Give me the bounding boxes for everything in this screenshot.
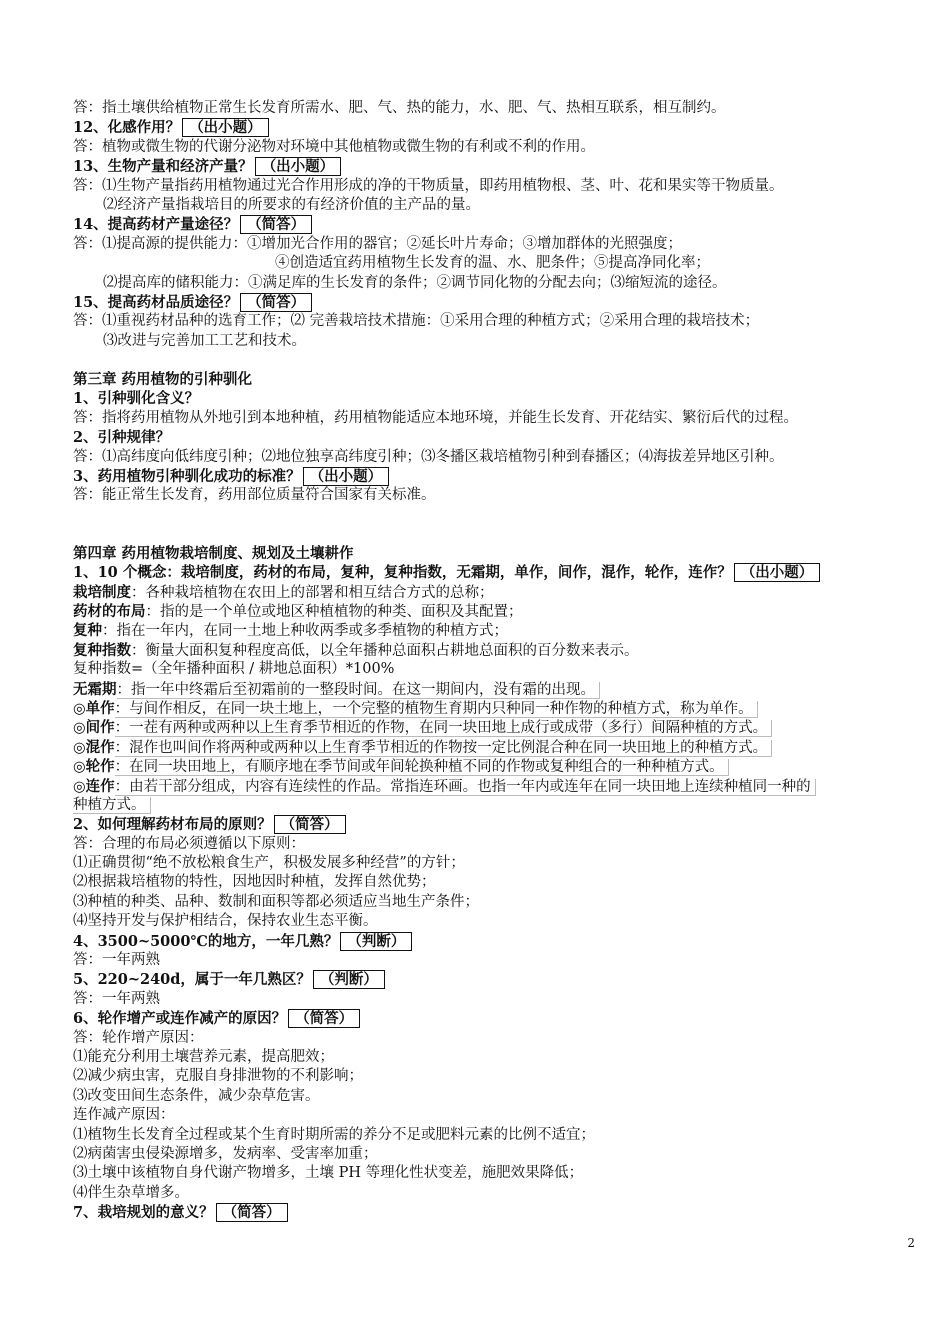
answer-line: 答：⑴生物产量指药用植物通过光合作用形成的净的干物质量，即药用植物根、茎、叶、花和果实等干物质量。 (73, 177, 784, 194)
definition: ：在同一块田地上，有顺序地在季节间或年间轮换种植不同的作物或复种组合的一种种植方式。 (115, 759, 729, 776)
answer-line: 答：轮作增产原因： (73, 1029, 204, 1046)
question-type-tag: （出小题） (303, 467, 390, 486)
answer-line: 答：能正常生长发育，药用部位质量符合国家有关标准。 (73, 487, 436, 504)
chapter-heading: 第四章 药用植物栽培制度、规划及土壤耕作 (73, 544, 354, 562)
question-text: 6、轮作增产或连作减产的原因？ (73, 1010, 287, 1028)
term: 栽培制度 (73, 583, 131, 601)
question-7 (73, 1203, 933, 1222)
definition: ：指在一年内，在同一土地上种收两季或多季植物的种植方式； (102, 623, 508, 640)
answer-line: ⑵减少病虫害，克服自身排泄物的不利影响； (73, 1068, 363, 1085)
answer-line: ⑶改进与完善加工工艺和技术。 (103, 332, 306, 349)
answer-line: 答：指土壤供给植物正常生长发育所需水、肥、气、热的能力，水、肥、气、热相互联系，相互制约。 (73, 100, 726, 116)
definition-line (73, 777, 933, 796)
formula-line: 复种指数=（全年播种面积 / 耕地总面积）*100% (73, 661, 395, 678)
question-type-tag: （判断） (313, 970, 385, 989)
document-page (73, 99, 933, 1222)
question-text: 7、栽培规划的意义？ (73, 1204, 214, 1222)
definition-line (73, 621, 933, 640)
question-text: 4、3500~5000℃的地方，一年几熟？ (73, 932, 339, 950)
term: ◎连作 (73, 777, 115, 795)
question-text: 1、10 个概念：栽培制度，药材的布局，复种，复种指数，无霜期，单作，间作，混作，轮作，连作？ (73, 564, 732, 582)
question-1 (73, 563, 933, 582)
question-type-tag: （出小题） (182, 118, 269, 137)
definition: ：指的是一个单位或地区种植植物的种类、面积及其配置； (145, 603, 523, 620)
definition: 种植方式。 (73, 797, 151, 814)
question-2: 2、引种规律？ (73, 429, 171, 447)
question-type-tag: （出小题） (734, 563, 821, 582)
answer-line: 答：植物或微生物的代谢分泌物对环境中其他植物或微生物的有利或不利的作用。 (73, 138, 595, 155)
definition-line (73, 738, 933, 757)
question-14 (73, 215, 933, 234)
question-type-tag: （简答） (240, 215, 312, 234)
definition-line (73, 757, 933, 776)
answer-line: ⑴正确贯彻“绝不放松粮食生产，积极发展多种经营”的方针； (73, 855, 465, 872)
chapter-heading: 第三章 药用植物的引种驯化 (73, 371, 253, 389)
definition-continuation (73, 796, 933, 815)
answer-line: ⑵经济产量指栽培目的所要求的有经济价值的主产品的量。 (103, 196, 480, 213)
answer-line: ⑵提高库的储积能力：①满足库的生长发育的条件；②调节同化物的分配去向；⑶缩短流的途径。 (103, 274, 727, 291)
answer-line: 答：一年两熟 (73, 952, 160, 969)
answer-line: 答：合理的布局必须遵循以下原则： (73, 835, 305, 852)
term: 药材的布局 (73, 602, 146, 620)
definition-line (73, 680, 933, 699)
term: ◎混作 (73, 738, 115, 756)
answer-line: 答：指将药用植物从外地引到本地种植，药用植物能适应本地环境，并能生长发育、开花结实、繁衍后代的过程。 (73, 409, 798, 426)
answer-line: ⑶土壤中该植物自身代谢产物增多，土壤 PH 等理化性状变差，施肥效果降低； (73, 1165, 584, 1182)
question-type-tag: （判断） (340, 932, 412, 951)
page-number: 2 (907, 1236, 915, 1250)
answer-line: ⑷坚持开发与保护相结合，保持农业生态平衡。 (73, 913, 378, 930)
question-12 (73, 118, 933, 137)
answer-line: 答：一年两熟 (73, 990, 160, 1007)
term: ◎单作 (73, 699, 115, 717)
question-type-tag: （出小题） (255, 157, 342, 176)
question-text: 12、化感作用？ (73, 119, 181, 137)
question-text: 2、如何理解药材布局的原则？ (73, 816, 272, 834)
definition-line (73, 699, 933, 718)
answer-line: 答：⑴重视药材品种的选育工作；⑵ 完善栽培技术措施：①采用合理的种植方式；②采用合理的栽培技术； (73, 313, 760, 330)
definition-line (73, 583, 933, 602)
question-2 (73, 815, 933, 834)
question-text: 13、生物产量和经济产量？ (73, 158, 253, 176)
question-text: 14、提高药材产量途径？ (73, 216, 239, 234)
definition: ：混作也叫间作将两种或两种以上生育季节相近的作物按一定比例混合种在同一块田地上的种植方式。 (115, 740, 773, 757)
answer-line: ④创造适宜药用植物生长发育的温、水、肥条件；⑤提高净同化率； (275, 255, 710, 272)
definition-line (73, 718, 933, 737)
question-type-tag: （简答） (288, 1009, 360, 1028)
answer-line: ⑶种植的种类、品种、数制和面积等都必须适应当地生产条件； (73, 893, 479, 910)
definition: ：由若干部分组成，内容有连续性的作品。常指连环画。也指一年内或连年在同一块田地上连续种植同一种的 (115, 779, 816, 796)
term: ◎轮作 (73, 758, 115, 776)
question-5 (73, 970, 933, 989)
term: 复种指数 (73, 641, 131, 659)
definition-line (73, 641, 933, 660)
question-3 (73, 467, 933, 486)
answer-line: ⑴能充分利用土壤营养元素，提高肥效； (73, 1048, 334, 1065)
question-1: 1、引种驯化含义？ (73, 390, 200, 408)
answer-line: 答：⑴高纬度向低纬度引种；⑵地位独享高纬度引种；⑶冬播区栽培植物引种到春播区；⑷海拔差异地区引种。 (73, 448, 784, 465)
answer-line: ⑷伴生杂草增多。 (73, 1184, 189, 1201)
definition: ：指一年中终霜后至初霜前的一整段时间。在这一期间内，没有霜的出现。 (117, 682, 601, 699)
answer-line: ⑶改变田间生态条件，减少杂草危害。 (73, 1087, 320, 1104)
answer-line: 连作减产原因： (73, 1107, 175, 1124)
definition: ：衡量大面积复种程度高低，以全年播种总面积占耕地总面积的百分数来表示。 (131, 642, 639, 659)
definition: ：各种栽培植物在农田上的部署和相互结合方式的总称； (131, 584, 494, 601)
question-text: 3、药用植物引种驯化成功的标准？ (73, 468, 301, 486)
question-15 (73, 293, 933, 312)
question-type-tag: （简答） (216, 1203, 288, 1222)
question-text: 15、提高药材品质途径？ (73, 293, 239, 311)
definition-line (73, 602, 933, 621)
definition: ：与间作相反，在同一块土地上，一个完整的植物生育期内只种同一种作物的种植方式，称为单作。 (115, 701, 758, 718)
question-type-tag: （简答） (274, 815, 346, 834)
answer-line: ⑵病菌害虫侵染源增多，发病率、受害率加重； (73, 1145, 378, 1162)
question-text: 5、220~240d，属于一年几熟区？ (73, 971, 311, 989)
question-4 (73, 932, 933, 951)
answer-line: ⑵根据栽培植物的特性，因地因时种植，发挥自然优势； (73, 874, 436, 891)
term: 无霜期 (73, 680, 117, 698)
answer-line: ⑴植物生长发育全过程或某个生育时期所需的养分不足或肥料元素的比例不适宜； (73, 1126, 595, 1143)
question-6 (73, 1009, 933, 1028)
answer-line: 答：⑴提高源的提供能力：①增加光合作用的器官；②延长叶片寿命；③增加群体的光照强度； (73, 235, 682, 252)
term: 复种 (73, 622, 102, 640)
term: ◎间作 (73, 719, 115, 737)
question-13 (73, 157, 933, 176)
definition: ：一茬有两种或两种以上生育季节相近的作物，在同一块田地上成行或成带（多行）间隔种植的方式。 (115, 720, 773, 737)
question-type-tag: （简答） (240, 293, 312, 312)
